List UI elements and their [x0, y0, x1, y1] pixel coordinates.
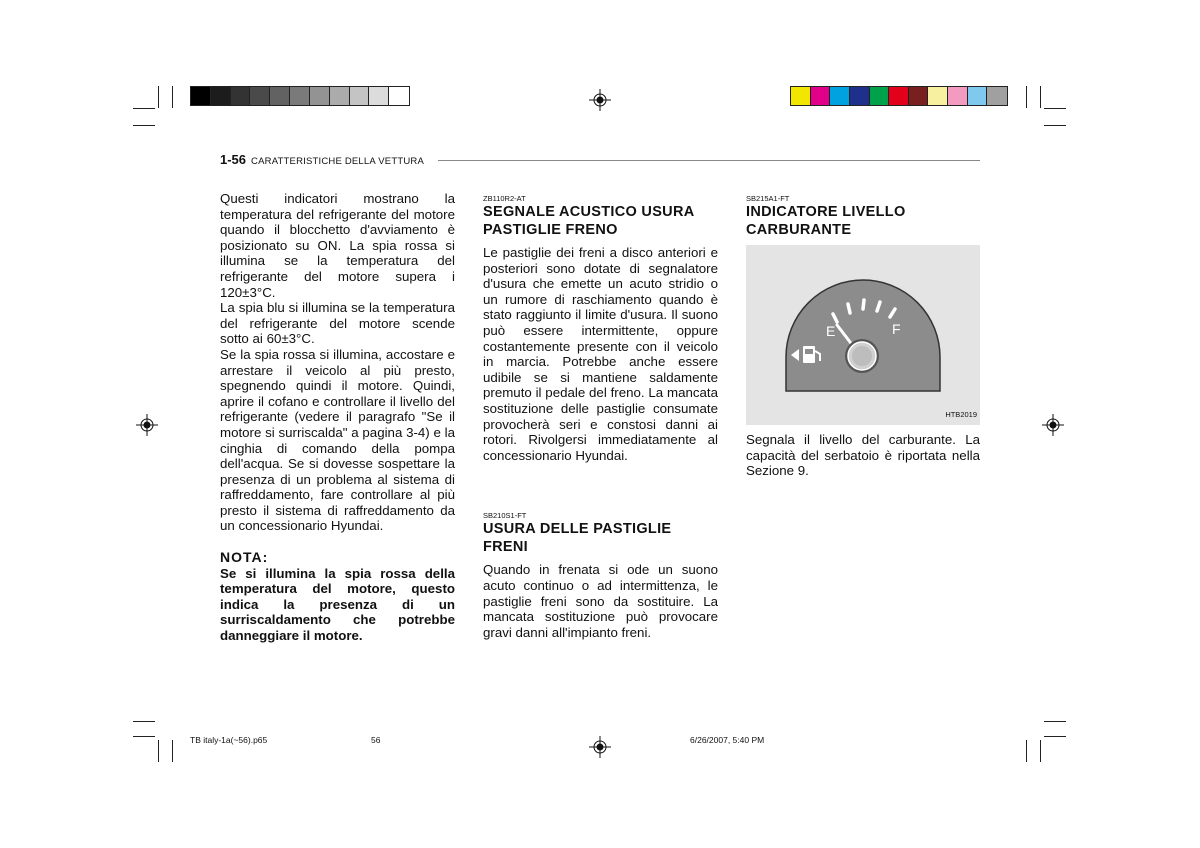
note-title: NOTA:	[220, 549, 269, 566]
paragraph: La spia blu si illumina se la temperatura del refrigerante del motore scende sotto ai 60±3°C.	[220, 300, 455, 347]
paragraph: Le pastiglie dei freni a disco anteriori e posteriori sono dotate di segnalatore d'usura che emette un acuto stridio o un rumore di raschiamento quando è stato raggiunto il limite d'usura. Il suono può essere intermittente, oppure costantemente presente con il veicolo in marcia. Potrebbe anche essere udibile se si mantiene saldamente premuto il pedale del freno. La mancata sostituzione delle pastiglie consumate provocherà seri e constosi danni ai rotori. Rivolgersi immediatamente al concessionario Hyundai.	[483, 245, 718, 463]
color-swatch	[987, 87, 1007, 105]
page-header	[220, 152, 980, 172]
header-rule	[438, 160, 980, 161]
cmyk-color-bar	[790, 86, 1008, 106]
crop-mark	[1044, 108, 1066, 109]
crop-mark	[158, 86, 159, 108]
section-heading: INDICATORE LIVELLO CARBURANTE	[746, 204, 906, 238]
crop-mark	[172, 86, 173, 108]
section-heading: USURA DELLE PASTIGLIE FRENI	[483, 521, 672, 555]
paragraph: Segnala il livello del carburante. La capacità del serbatoio è riportata nella Sezione 9.	[746, 432, 980, 479]
color-swatch	[928, 87, 948, 105]
section-code: ZB110R2-AT	[483, 194, 526, 203]
fuel-gauge-figure	[746, 245, 980, 425]
color-swatch	[791, 87, 811, 105]
section-code: SB210S1-FT	[483, 511, 527, 521]
section	[483, 511, 718, 640]
color-swatch	[948, 87, 968, 105]
figure-code: HTB2019	[945, 410, 977, 420]
color-swatch	[850, 87, 870, 105]
crop-mark	[1044, 721, 1066, 722]
color-swatch	[350, 87, 370, 105]
color-swatch	[909, 87, 929, 105]
column-3	[746, 194, 980, 479]
color-swatch	[191, 87, 211, 105]
crop-mark	[1044, 736, 1066, 737]
section-heading: SEGNALE ACUSTICO USURA PASTIGLIE FRENO	[483, 204, 694, 238]
crop-mark	[133, 721, 155, 722]
section-title: CARATTERISTICHE DELLA VETTURA	[251, 156, 424, 167]
registration-mark	[136, 414, 158, 436]
paragraph: Se la spia rossa si illumina, accostare e arrestare il veicolo al più presto, spegnendo quindi il motore. Quindi, aprire il cofano e controllare il livello del refrigerante (vedere il paragrafo "Se il motore si surriscalda" a pagina 3-4) e la cinghia di comando della pompa dell'acqua. Se si dovesse sospettare la presenza di un problema al sistema di raffreddamento, fare controllare al più presto il sistema di raffreddamento da un concessionario Hyundai.	[220, 346, 455, 534]
color-swatch	[330, 87, 350, 105]
footer-file: TB italy-1a(~56).p65	[190, 735, 268, 745]
crop-mark	[133, 125, 155, 126]
registration-mark	[589, 736, 611, 758]
crop-mark	[1040, 86, 1041, 108]
color-swatch	[968, 87, 988, 105]
grayscale-color-bar	[190, 86, 410, 106]
color-swatch	[310, 87, 330, 105]
crop-mark	[158, 740, 159, 762]
note-body: Se si illumina la spia rossa della temperatura del motore, questo indica la presenza di un surriscaldamento che potrebbe danneggiare il motore.	[220, 565, 455, 644]
color-swatch	[270, 87, 290, 105]
section-code: SB215A1-FT	[746, 194, 790, 203]
color-swatch	[811, 87, 831, 105]
color-swatch	[830, 87, 850, 105]
paragraph: Questi indicatori mostrano la temperatura del refrigerante del motore quando il blocchetto d'avviamento è posizionato su ON. La spia rossa si illumina se la temperatura del refrigerante del motore supera i 120±3°C.	[220, 191, 455, 300]
color-swatch	[231, 87, 251, 105]
color-swatch	[211, 87, 231, 105]
paragraph: Quando in frenata si ode un suono acuto continuo o ad intermittenza, le pastiglie freni sono da sostituire. La mancata sostituzione può provocare gravi danni all'impianto freni.	[483, 562, 718, 640]
column-1	[220, 191, 455, 644]
gauge-full-label: F	[892, 321, 901, 337]
registration-mark	[589, 89, 611, 111]
footer-timestamp: 6/26/2007, 5:40 PM	[690, 735, 765, 745]
crop-mark	[1026, 740, 1027, 762]
color-swatch	[389, 87, 409, 105]
registration-mark	[1042, 414, 1064, 436]
gauge-empty-label: E	[826, 323, 836, 339]
fuel-gauge-illustration	[746, 245, 980, 425]
crop-mark	[133, 108, 155, 109]
footer-page: 56	[371, 735, 381, 745]
color-swatch	[250, 87, 270, 105]
color-swatch	[290, 87, 310, 105]
crop-mark	[1026, 86, 1027, 108]
crop-mark	[172, 740, 173, 762]
color-swatch	[889, 87, 909, 105]
column-2	[483, 194, 718, 640]
crop-mark	[133, 736, 155, 737]
color-swatch	[369, 87, 389, 105]
color-swatch	[870, 87, 890, 105]
crop-mark	[1040, 740, 1041, 762]
crop-mark	[1044, 125, 1066, 126]
page-number: 1-56	[220, 152, 247, 167]
